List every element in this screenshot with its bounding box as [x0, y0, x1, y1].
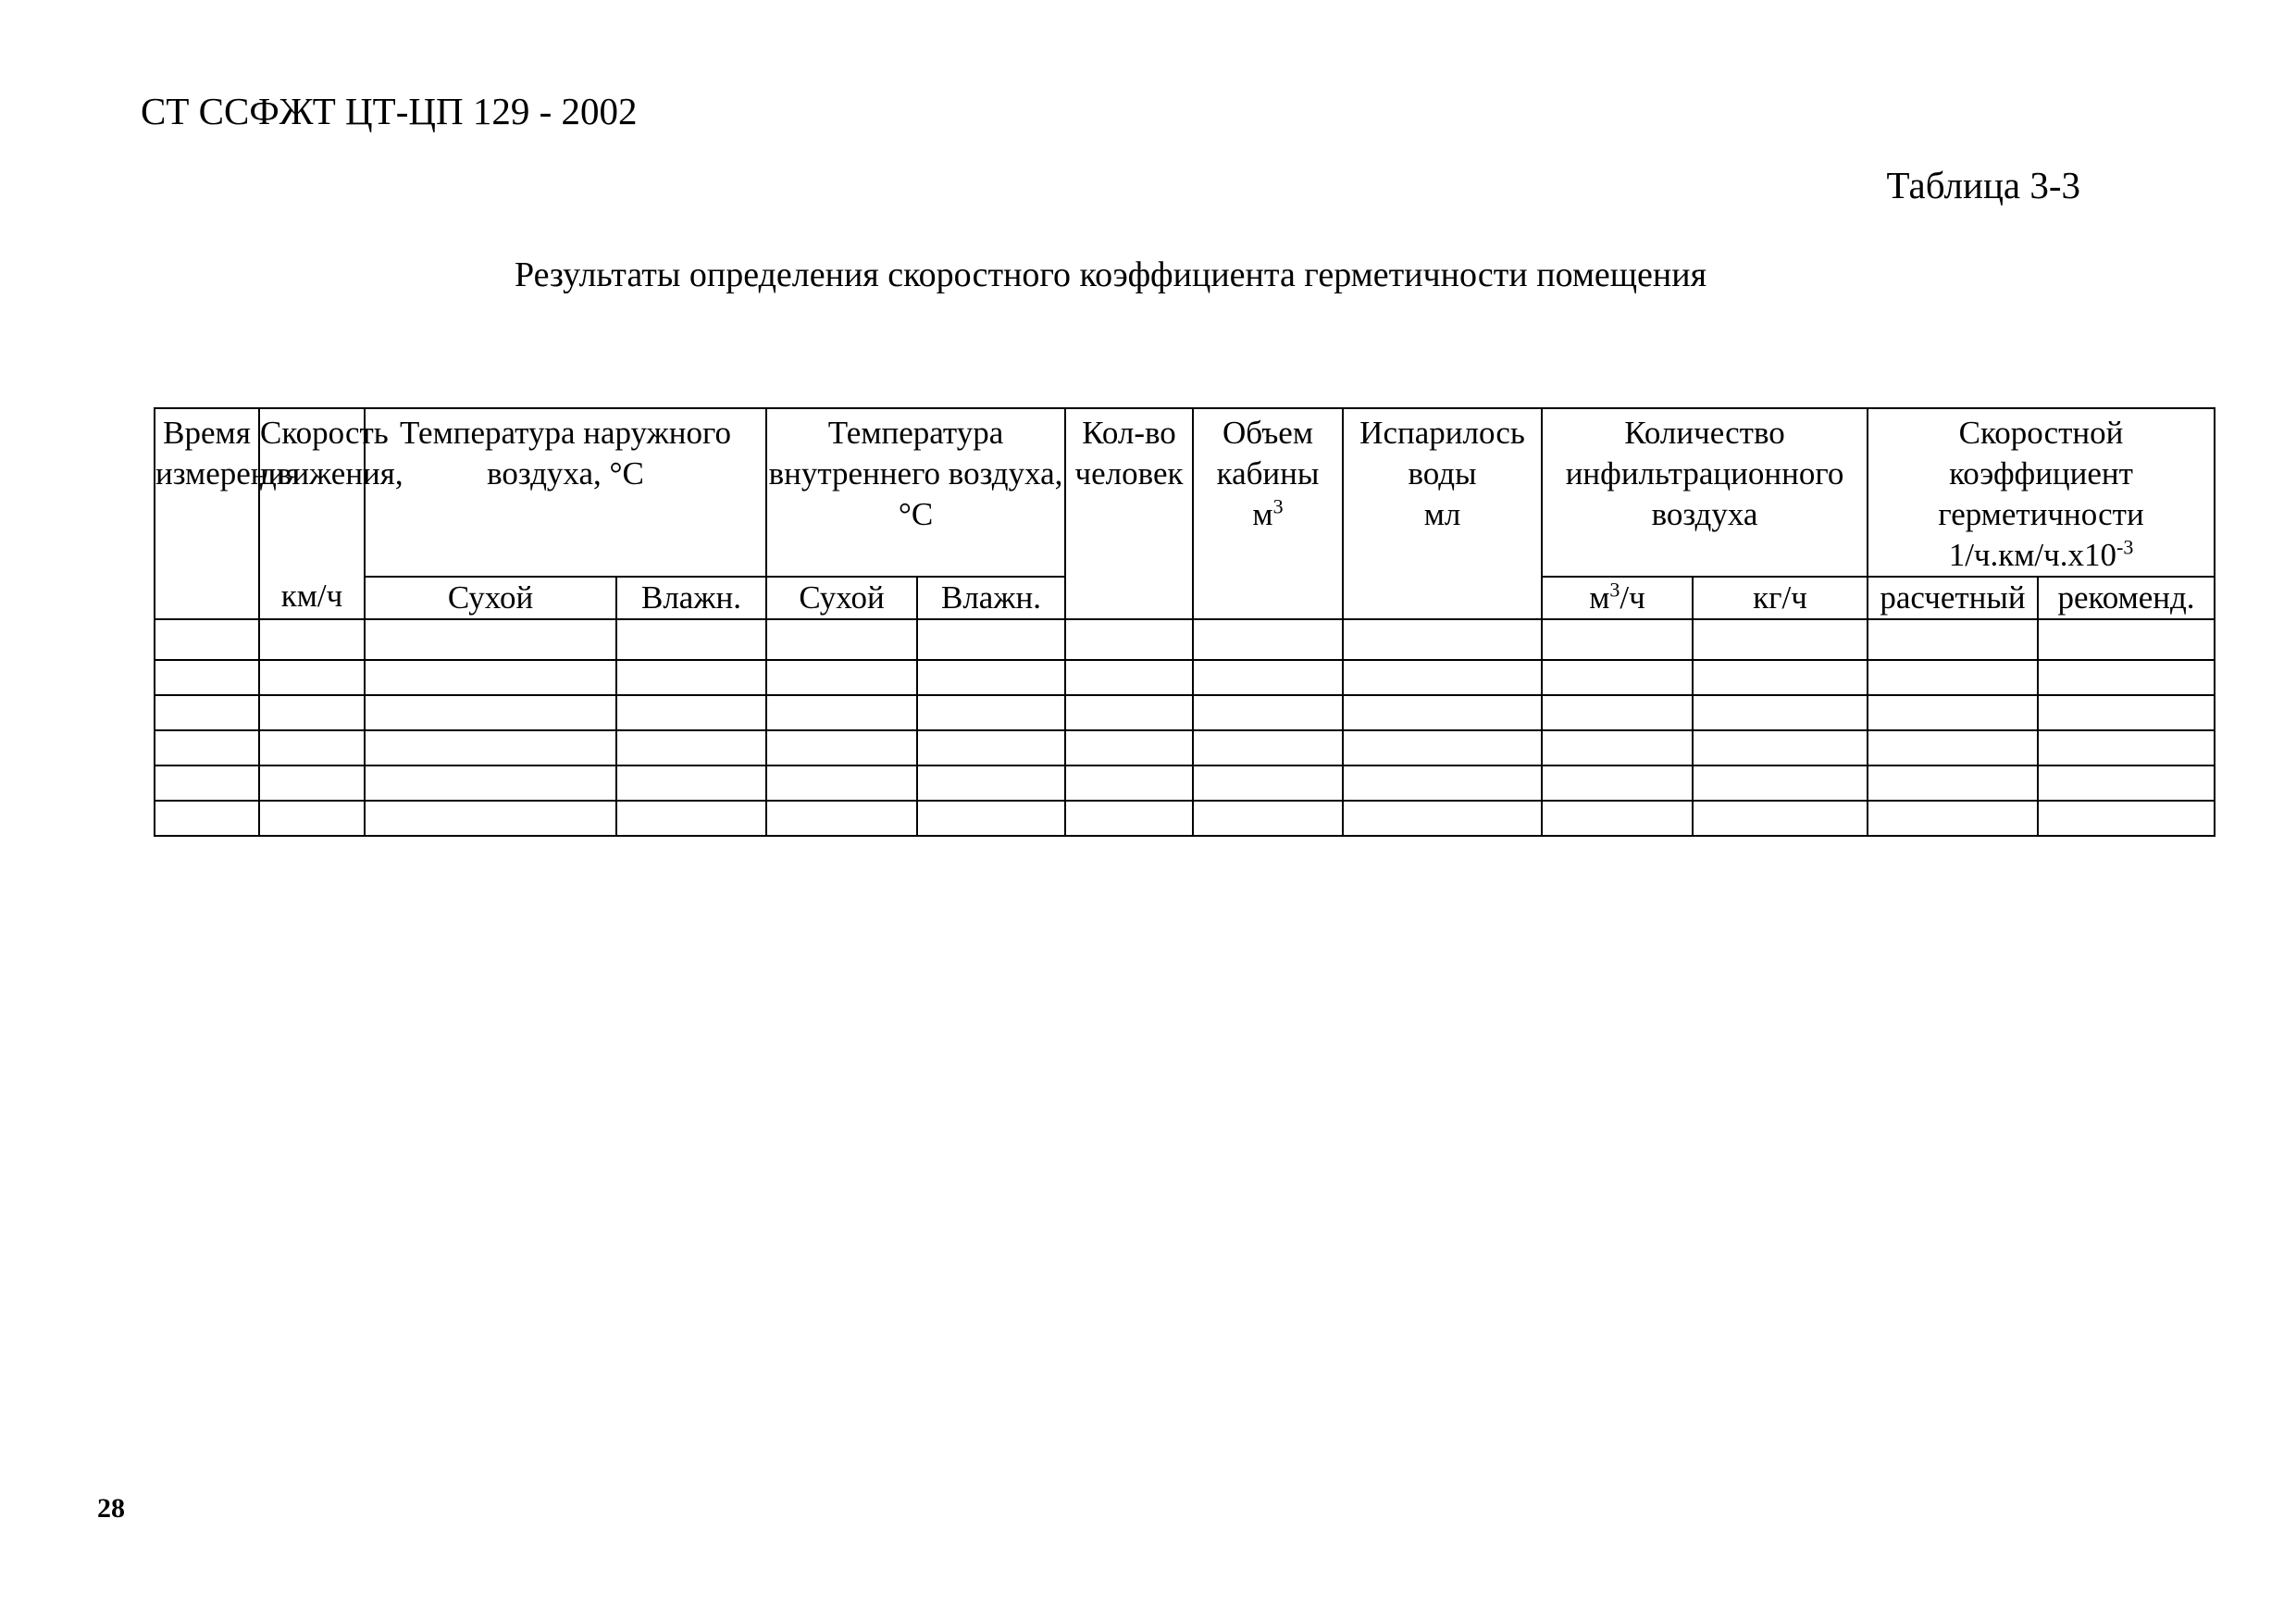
- column-header-speed-label: Скорость движения,: [260, 415, 403, 492]
- table-cell[interactable]: [616, 730, 766, 765]
- table-cell[interactable]: [1193, 730, 1343, 765]
- table-cell[interactable]: [365, 765, 616, 801]
- table-cell[interactable]: [1065, 730, 1193, 765]
- table-cell[interactable]: [917, 660, 1065, 695]
- column-header-coefficient-unit: $1/ч.км/ч.x10^{-3}$: [1948, 535, 2134, 573]
- column-header-coefficient-label: Скоростной коэффициент герметичности: [1938, 415, 2144, 532]
- table-cell[interactable]: [365, 660, 616, 695]
- table-cell[interactable]: [2038, 730, 2215, 765]
- table-row: [155, 695, 2215, 730]
- subheader-outer-wet: Влажн.: [616, 577, 766, 619]
- column-header-infiltration: [1542, 408, 1868, 577]
- subheader-inner-dry: Сухой: [766, 577, 917, 619]
- table-cell[interactable]: [1343, 660, 1542, 695]
- subheader-infiltration-m3: $м^3/ч$: [1542, 577, 1693, 619]
- table-cell[interactable]: [155, 660, 259, 695]
- document-code: СТ ССФЖТ ЦТ-ЦП 129 - 2002: [141, 90, 638, 132]
- table-cell[interactable]: [365, 695, 616, 730]
- table-cell[interactable]: [1343, 619, 1542, 660]
- table-cell[interactable]: [1065, 765, 1193, 801]
- table-cell[interactable]: [1065, 695, 1193, 730]
- table-cell[interactable]: [766, 619, 917, 660]
- table-cell[interactable]: [766, 660, 917, 695]
- table-cell[interactable]: [1868, 660, 2038, 695]
- column-header-inner-temp-label: Температура внутреннего воздуха, °С: [768, 415, 1063, 532]
- column-header-speed: [259, 408, 403, 619]
- table-cell[interactable]: [1193, 765, 1343, 801]
- table-row: [155, 730, 2215, 765]
- table-row: [155, 765, 2215, 801]
- table-cell[interactable]: [1542, 695, 1693, 730]
- table-cell[interactable]: [1868, 730, 2038, 765]
- table-cell[interactable]: [1193, 695, 1343, 730]
- table-cell[interactable]: [616, 660, 766, 695]
- table-row: [155, 660, 2215, 695]
- table-cell[interactable]: [1542, 801, 1693, 836]
- column-header-volume-label: Объем кабины: [1216, 415, 1320, 492]
- table-cell[interactable]: [155, 730, 259, 765]
- table-cell[interactable]: [1542, 660, 1693, 695]
- column-header-evaporated: [1343, 408, 1542, 619]
- table-cell[interactable]: [766, 695, 917, 730]
- table-cell[interactable]: [1343, 695, 1542, 730]
- table-cell[interactable]: [259, 695, 365, 730]
- table-cell[interactable]: [616, 801, 766, 836]
- table-cell[interactable]: [1868, 619, 2038, 660]
- table-cell[interactable]: [1693, 801, 1868, 836]
- table-number: Таблица 3-3: [1886, 164, 2080, 206]
- table-cell[interactable]: [1868, 801, 2038, 836]
- table-title: Результаты определения скоростного коэффициента герметичности помещения: [514, 255, 1707, 294]
- table-cell[interactable]: [1868, 695, 2038, 730]
- table-cell[interactable]: [1693, 730, 1868, 765]
- table-cell[interactable]: [1065, 660, 1193, 695]
- table-cell[interactable]: [1343, 765, 1542, 801]
- table-cell[interactable]: [766, 730, 917, 765]
- table-cell[interactable]: [365, 801, 616, 836]
- column-header-time: [155, 408, 301, 619]
- table-cell[interactable]: [155, 801, 259, 836]
- column-header-coefficient: [1868, 408, 2215, 577]
- subheader-infiltration-kg: кг/ч: [1693, 577, 1868, 619]
- table-cell[interactable]: [259, 730, 365, 765]
- table-cell[interactable]: [1693, 619, 1868, 660]
- column-header-evaporated-label: Испарилось воды: [1359, 415, 1525, 492]
- table-cell[interactable]: [1542, 730, 1693, 765]
- table-cell[interactable]: [616, 695, 766, 730]
- table-cell[interactable]: [259, 660, 365, 695]
- table-cell[interactable]: [1343, 801, 1542, 836]
- table-cell[interactable]: [1693, 660, 1868, 695]
- subheader-inner-wet: Влажн.: [917, 577, 1065, 619]
- table-cell[interactable]: [616, 619, 766, 660]
- subheader-coefficient-recommended: рекоменд.: [2038, 577, 2215, 619]
- table-cell[interactable]: [1693, 695, 1868, 730]
- table-cell[interactable]: [259, 801, 365, 836]
- table-cell[interactable]: [259, 765, 365, 801]
- results-table-body: [155, 619, 2215, 836]
- column-header-people: [1065, 408, 1193, 619]
- table-cell[interactable]: [1193, 619, 1343, 660]
- table-cell[interactable]: [1542, 765, 1693, 801]
- column-header-infiltration-label: Количество инфильтрационного воздуха: [1565, 415, 1844, 532]
- table-cell[interactable]: [1193, 660, 1343, 695]
- table-cell[interactable]: [1065, 619, 1193, 660]
- table-cell[interactable]: [917, 695, 1065, 730]
- table-cell[interactable]: [917, 801, 1065, 836]
- table-row: [155, 801, 2215, 836]
- table-row: [155, 619, 2215, 660]
- table-cell[interactable]: [259, 619, 365, 660]
- subheader-outer-dry: Сухой: [365, 577, 616, 619]
- table-cell[interactable]: [365, 619, 616, 660]
- table-cell[interactable]: [2038, 695, 2215, 730]
- table-cell[interactable]: [1693, 765, 1868, 801]
- table-cell[interactable]: [616, 765, 766, 801]
- column-header-time-label: Время измерения: [155, 415, 301, 492]
- column-header-outer-temp: [365, 408, 766, 577]
- table-cell[interactable]: [1868, 765, 2038, 801]
- results-table: [154, 407, 2215, 837]
- table-cell[interactable]: [155, 619, 259, 660]
- table-cell[interactable]: [917, 730, 1065, 765]
- page-number: 28: [97, 1493, 125, 1524]
- column-header-outer-temp-label: Температура наружного воздуха, °С: [400, 415, 731, 492]
- table-cell[interactable]: [766, 801, 917, 836]
- table-cell[interactable]: [2038, 801, 2215, 836]
- subheader-coefficient-calculated: расчетный: [1868, 577, 2038, 619]
- table-cell[interactable]: [1343, 730, 1542, 765]
- column-header-evaporated-unit: мл: [1423, 496, 1461, 532]
- table-cell[interactable]: [155, 765, 259, 801]
- table-cell[interactable]: [1065, 801, 1193, 836]
- table-cell[interactable]: [155, 695, 259, 730]
- column-header-people-label: Кол-во человек: [1074, 415, 1184, 492]
- table-cell[interactable]: [365, 730, 616, 765]
- table-cell[interactable]: [917, 619, 1065, 660]
- table-cell[interactable]: [2038, 660, 2215, 695]
- table-cell[interactable]: [1193, 801, 1343, 836]
- table-cell[interactable]: [2038, 765, 2215, 801]
- table-cell[interactable]: [2038, 619, 2215, 660]
- column-header-volume: [1193, 408, 1343, 619]
- table-cell[interactable]: [1542, 619, 1693, 660]
- column-header-speed-unit: км/ч: [280, 578, 343, 614]
- table-cell[interactable]: [917, 765, 1065, 801]
- table-cell[interactable]: [766, 765, 917, 801]
- column-header-volume-unit: $м^3$: [1252, 494, 1284, 532]
- column-header-inner-temp: [766, 408, 1065, 577]
